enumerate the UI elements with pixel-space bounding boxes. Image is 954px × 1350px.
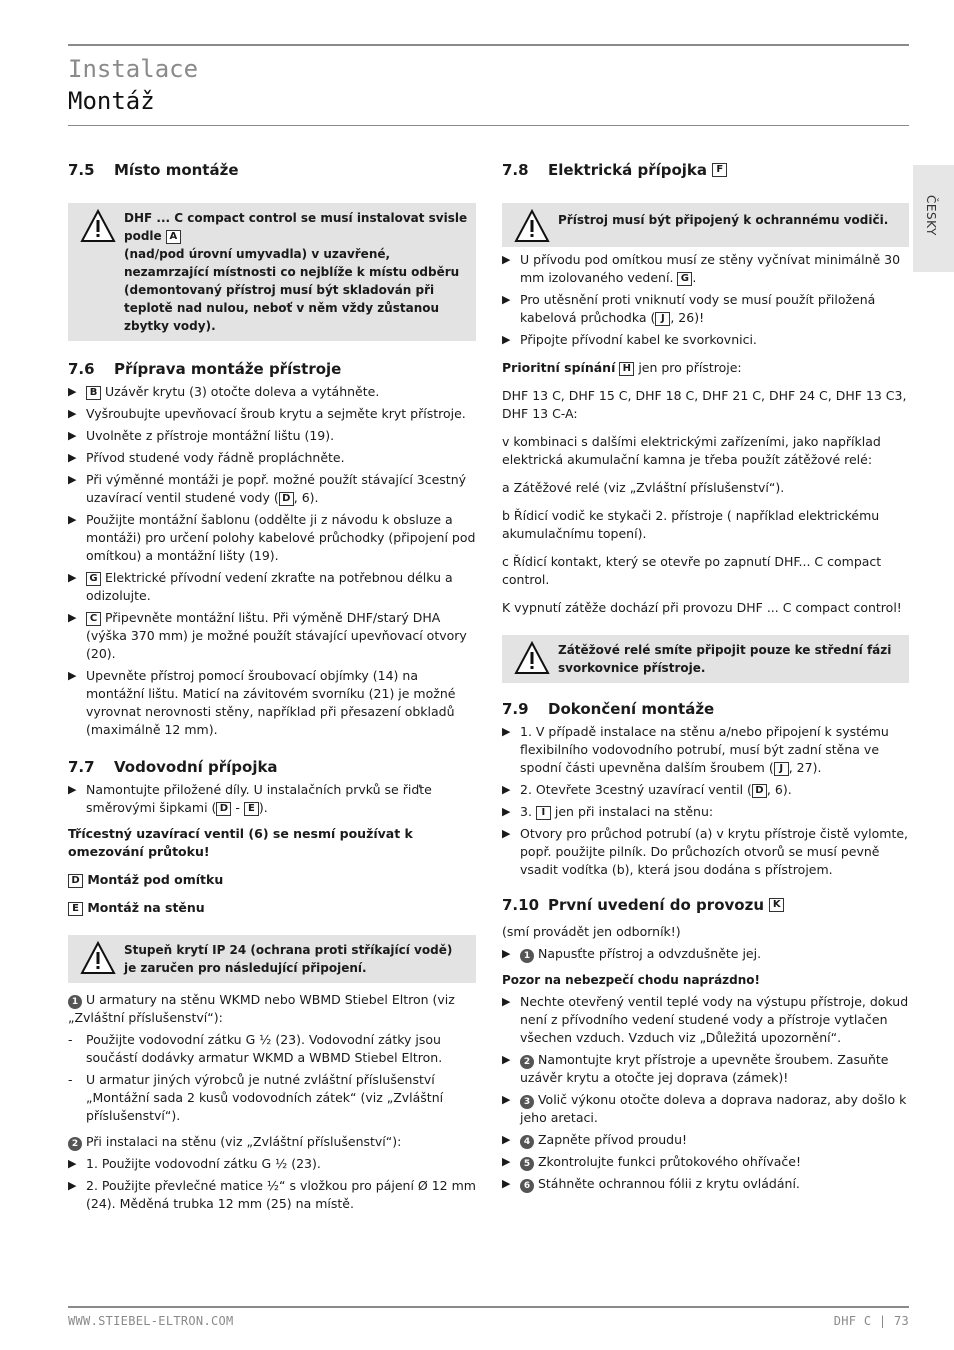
- list-item: ▶ C Připevněte montážní lištu. Při výměně DHF/starý DHA (výška 370 mm) je možné použít stávající upevňovací otvory (20).: [68, 610, 467, 661]
- list-item: ▶ Nechte otevřený ventil teplé vody na výstupu přístroje, dokud není z přívodního vedení studené vody a přístroje vytlačen všechen vzduch. Vzduch viz „Důležitá upozornění“.: [502, 994, 909, 1045]
- section-7-6-heading: 7.6 Příprava montáže přístroje: [68, 360, 342, 378]
- list-item: ▶ Otvory pro průchod potrubí (a) v krytu přístroje čistě vylomte, popř. použijte pilník. Do průchozích otvorů se musí pevně vsadit vodítka (b), která jsou dodána s přístrojem.: [502, 826, 909, 877]
- list-item: ▶ 3. I jen při instalaci na stěnu:: [502, 804, 714, 819]
- figure-key: G: [86, 572, 101, 586]
- list-item: ▶ U přívodu pod omítkou musí ze stěny vyčnívat minimálně 30 mm izolovaného vedení. G .: [502, 252, 901, 285]
- top-rule: [68, 44, 909, 46]
- dash-item: - Použijte vodovodní zátku G ½ (23). Vodovodní zátky jsou součástí dodávky armatur WKMD a WBMD Stiebel Eltron.: [68, 1032, 443, 1065]
- language-tab[interactable]: ČESKY: [913, 165, 954, 272]
- list-item: ▶ 1 Napusťte přístroj a odvzdušněte jej.: [502, 946, 762, 961]
- warning-triangle-icon: [80, 941, 116, 975]
- list-7-10: [502, 993, 909, 1193]
- section-7-5-heading: 7.5 Místo montáže: [68, 161, 239, 179]
- list-7-6: [68, 383, 476, 739]
- list-item: ▶ 5 Zkontrolujte funkci průtokového ohřívače!: [502, 1154, 801, 1169]
- valve-warning-text: Třícestný uzavírací ventil (6) se nesmí používat k omezování průtoku!: [68, 826, 413, 859]
- list-item: ▶ 2 Namontujte kryt přístroje a upevněte šroubem. Zasuňte uzávěr krytu a otočte jej doprava (zámek)!: [502, 1052, 889, 1085]
- priority-switching: Prioritní spínání H jen pro přístroje:: [502, 360, 742, 375]
- section-7-7-heading: 7.7 Vodovodní přípojka: [68, 758, 278, 776]
- list-item: ▶ B Uzávěr krytu (3) otočte doleva a vytáhněte.: [68, 384, 380, 399]
- warning-box-relay: Zátěžové relé smíte připojit pouze ke střední fázi svorkovnice přístroje.: [502, 635, 909, 683]
- warning-box-7-7: Stupeň krytí IP 24 (ochrana proti stříkající vodě) je zaručen pro následující připojení.: [68, 935, 476, 983]
- list-7-8: [502, 251, 909, 349]
- label-mount-wall: E Montáž na stěnu: [68, 899, 476, 917]
- label-mount-flush: D Montáž pod omítku: [68, 871, 476, 889]
- expert-note: (smí provádět jen odborník!): [502, 924, 681, 939]
- list-item: ▶ Upevněte přístroj pomocí šroubovací objímky (14) na montážní lištu. Maticí na závitovém svorníku (21) je možné vyrovnat nerovnosti stěny, například při přesazení obkladů (maximálně 12 mm).: [68, 668, 456, 737]
- models-text: DHF 13 C, DHF 15 C, DHF 18 C, DHF 21 C, DHF 24 C, DHF 13 C3, DHF 13 C-A:: [502, 388, 907, 421]
- section-7-10-heading: 7.10 První uvedení do provozu K: [502, 895, 909, 915]
- list-item: ▶ 3 Volič výkonu otočte doleva a doprava nadoraz, aby došlo k jeho aretaci.: [502, 1092, 907, 1125]
- list-item: ▶ 4 Zapněte přívod proudu!: [502, 1132, 688, 1147]
- warning-triangle-icon: [514, 209, 550, 243]
- right-column: [502, 160, 909, 1197]
- list-item: ▶ G Elektrické přívodní vedení zkraťte na potřebnou délku a odizolujte.: [68, 570, 453, 603]
- section-7-8-heading: 7.8 Elektrická přípojka F: [502, 160, 909, 180]
- list-item: ▶ Uvolněte z přístroje montážní lištu (19).: [68, 428, 335, 443]
- figure-key: C: [86, 612, 101, 626]
- dash-list: [68, 1031, 476, 1125]
- footer-page-number: DHF C | 73: [833, 1314, 909, 1328]
- warning-triangle-icon: [80, 209, 116, 243]
- list-item: ▶ Při výměnné montáži je popř. možné použít stávající 3cestný uzavírací ventil studené vody ( D , 6).: [68, 472, 467, 505]
- footer-rule: [68, 1306, 909, 1308]
- caution-text: Pozor na nebezpečí chodu naprázdno!: [502, 973, 760, 987]
- list-item: ▶ 1. V případě instalace na stěnu a/nebo připojení k systému flexibilního vodovodního potrubí, musí být zadní stěna ve spodní části upevněna dalším šroubem ( J , 27).: [502, 724, 889, 775]
- page-title: Montáž: [68, 87, 155, 115]
- warning-box-7-5: DHF ... C compact control se musí instalovat svisle podle A (nad/pod úrovní umyvadla) v uzavřené, nezamrzající místnosti co nejblíže k místu odběru (demontovaný přístroj musí být skladován při teplotě nad nulou, neboť v něm vždy zůstanou zbytky vody).: [68, 203, 476, 341]
- list-item: ▶ Přívod studené vody řádně propláchněte.: [68, 450, 345, 465]
- combination-text: v kombinaci s dalšími elektrickými zařízeními, jako například elektrická akumulační kamna je třeba použít zátěžové relé:: [502, 434, 881, 467]
- footer-url[interactable]: WWW.STIEBEL-ELTRON.COM: [68, 1314, 234, 1328]
- wall-fitting-note: 1 U armatury na stěnu WKMD nebo WBMD Stiebel Eltron (viz „Zvláštní příslušenství“):: [68, 992, 455, 1025]
- switch-off-text: K vypnutí zátěže dochází při provozu DHF ... C compact control!: [502, 600, 902, 615]
- dash-item: - U armatur jiných výrobců je nutné zvláštní příslušenství „Montážní sada 2 kusů vodovodních zátek“ (viz „Zvláštní příslušenství“).: [68, 1072, 444, 1123]
- item-c: c Řídicí kontakt, který se otevře po zapnutí DHF... C compact control.: [502, 554, 882, 587]
- list-item: ▶ 6 Stáhněte ochrannou fólii z krytu ovládání.: [502, 1176, 800, 1191]
- figure-key: B: [86, 386, 101, 400]
- list-7-9: [502, 723, 909, 879]
- list-item: ▶ Namontujte přiložené díly. U instalačních prvků se řiďte směrovými šipkami ( D - E ).: [68, 782, 432, 815]
- item-a: a Zátěžové relé (viz „Zvláštní příslušenství“).: [502, 480, 785, 495]
- list-wall-install: [68, 1155, 476, 1213]
- list-item: ▶ 2. Použijte převlečné matice ½“ s vložkou pro pájení Ø 12 mm (24). Měděná trubka 12 mm (25) na místě.: [68, 1178, 476, 1211]
- wall-install-note: 2 Při instalaci na stěnu (viz „Zvláštní příslušenství“):: [68, 1133, 476, 1151]
- list-item: ▶ 1. Použijte vodovodní zátku G ½ (23).: [68, 1156, 321, 1171]
- list-item: ▶ Připojte přívodní kabel ke svorkovnici.: [502, 332, 757, 347]
- left-column: [68, 160, 476, 1217]
- list-item: ▶ Vyšroubujte upevňovací šroub krytu a sejměte kryt přístroje.: [68, 406, 466, 421]
- list-item: ▶ Použijte montážní šablonu (oddělte ji z návodu k obsluze a montáži) pro určení polohy kabelové průchodky (připojení pod omítkou) a montážní lišty (19).: [68, 512, 476, 563]
- item-b: b Řídicí vodič ke stykači 2. přístroje ( například elektrickému akumulačnímu topení).: [502, 508, 880, 541]
- section-7-9-heading: 7.9 Dokončení montáže: [502, 700, 715, 718]
- list-item: ▶ Pro utěsnění proti vniknutí vody se musí použít přiložená kabelová průchodka ( J , 26)!: [502, 292, 876, 325]
- warning-box-7-8: Přístroj musí být připojený k ochrannému vodiči.: [502, 203, 909, 247]
- header-rule: [68, 125, 909, 126]
- figure-key-a: A: [166, 230, 181, 244]
- warning-triangle-icon: [514, 641, 550, 675]
- chapter-title: Instalace: [68, 55, 199, 83]
- list-item: ▶ 2. Otevřete 3cestný uzavírací ventil ( D , 6).: [502, 782, 792, 797]
